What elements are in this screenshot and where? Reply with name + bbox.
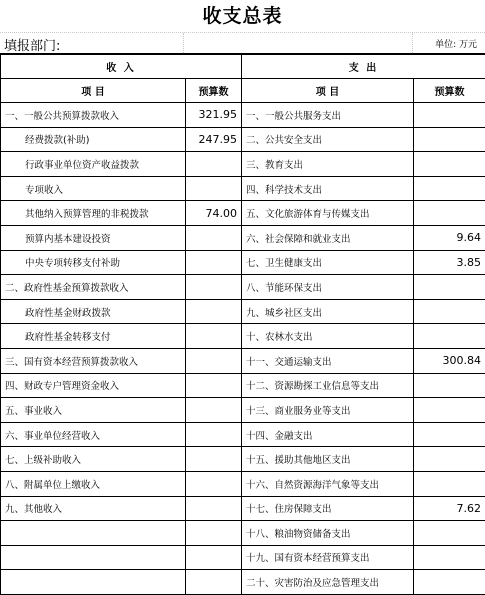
table-row <box>1 521 485 546</box>
table-row <box>1 225 485 250</box>
table-row <box>1 570 485 595</box>
income-budget-cell: 247.95 <box>186 127 242 152</box>
income-budget-cell <box>186 447 242 472</box>
income-budget-cell <box>186 176 242 201</box>
income-item-cell: 七、上级补助收入 <box>1 447 186 472</box>
income-item-cell: 四、财政专户管理资金收入 <box>1 373 186 398</box>
income-item-cell: 二、政府性基金预算拨款收入 <box>1 275 186 300</box>
income-budget-header: 预算数 <box>186 79 242 103</box>
expense-budget-cell <box>414 127 485 152</box>
expense-item-cell: 十二、资源勘探工业信息等支出 <box>242 373 414 398</box>
expense-item-cell: 十三、商业服务业等支出 <box>242 398 414 423</box>
income-item-cell <box>1 545 186 570</box>
income-item-cell: 三、国有资本经营预算拨款收入 <box>1 348 186 373</box>
expense-item-cell: 三、教育支出 <box>242 152 414 177</box>
table-row <box>1 496 485 521</box>
table-row <box>1 324 485 349</box>
sheet-title: 收支总表 <box>0 0 485 32</box>
income-budget-cell <box>186 299 242 324</box>
income-budget-cell <box>186 250 242 275</box>
table-row <box>1 299 485 324</box>
expense-budget-cell: 3.85 <box>414 250 485 275</box>
income-item-header: 项 目 <box>1 79 186 103</box>
income-item-cell: 八、附属单位上缴收入 <box>1 471 186 496</box>
income-item-cell: 九、其他收入 <box>1 496 186 521</box>
income-item-cell <box>1 521 186 546</box>
income-item-cell: 预算内基本建设投资 <box>1 225 186 250</box>
table-row <box>1 127 485 152</box>
expense-item-cell: 十八、粮油物资储备支出 <box>242 521 414 546</box>
expense-budget-cell <box>414 521 485 546</box>
income-item-cell: 专项收入 <box>1 176 186 201</box>
expense-item-cell: 二、公共安全支出 <box>242 127 414 152</box>
expense-budget-cell <box>414 103 485 128</box>
income-budget-cell <box>186 324 242 349</box>
table-row <box>1 103 485 128</box>
expense-item-cell: 六、社会保障和就业支出 <box>242 225 414 250</box>
table-row <box>1 176 485 201</box>
cell-divider <box>183 33 184 53</box>
expense-budget-header: 预算数 <box>414 79 485 103</box>
expense-budget-cell <box>414 299 485 324</box>
income-item-cell: 一、一般公共预算拨款收入 <box>1 103 186 128</box>
expense-item-cell: 十四、金融支出 <box>242 422 414 447</box>
table-row <box>1 275 485 300</box>
table-row <box>1 373 485 398</box>
income-budget-cell <box>186 152 242 177</box>
expense-item-cell: 二十、灾害防治及应急管理支出 <box>242 570 414 595</box>
income-budget-cell <box>186 496 242 521</box>
expense-budget-cell <box>414 422 485 447</box>
table-row <box>1 201 485 226</box>
section-header-row <box>1 55 485 79</box>
income-budget-cell <box>186 398 242 423</box>
income-item-cell: 其他纳入预算管理的非税拨款 <box>1 201 186 226</box>
income-budget-cell <box>186 545 242 570</box>
table-row <box>1 152 485 177</box>
income-budget-cell <box>186 471 242 496</box>
expense-section-header: 支 出 <box>242 55 485 79</box>
income-budget-cell <box>186 570 242 595</box>
budget-table <box>0 54 485 595</box>
income-item-cell: 政府性基金财政拨款 <box>1 299 186 324</box>
income-budget-cell: 74.00 <box>186 201 242 226</box>
table-row <box>1 447 485 472</box>
table-row <box>1 398 485 423</box>
expense-budget-cell <box>414 398 485 423</box>
expense-item-cell: 十一、交通运输支出 <box>242 348 414 373</box>
meta-row <box>0 32 485 54</box>
expense-item-cell: 十五、援助其他地区支出 <box>242 447 414 472</box>
income-budget-cell: 321.95 <box>186 103 242 128</box>
income-item-cell: 中央专项转移支付补助 <box>1 250 186 275</box>
income-budget-cell <box>186 225 242 250</box>
expense-item-cell: 九、城乡社区支出 <box>242 299 414 324</box>
income-budget-cell <box>186 422 242 447</box>
income-budget-cell <box>186 275 242 300</box>
income-item-cell <box>1 570 186 595</box>
expense-budget-cell <box>414 152 485 177</box>
expense-budget-cell: 9.64 <box>414 225 485 250</box>
expense-item-cell: 四、科学技术支出 <box>242 176 414 201</box>
table-row <box>1 545 485 570</box>
expense-budget-cell <box>414 471 485 496</box>
table-row <box>1 471 485 496</box>
income-item-cell: 经费拨款(补助) <box>1 127 186 152</box>
cell-divider <box>412 33 413 53</box>
expense-item-cell: 五、文化旅游体育与传媒支出 <box>242 201 414 226</box>
expense-budget-cell: 300.84 <box>414 348 485 373</box>
income-budget-cell <box>186 521 242 546</box>
expense-budget-cell <box>414 201 485 226</box>
table-row <box>1 250 485 275</box>
expense-item-cell: 七、卫生健康支出 <box>242 250 414 275</box>
expense-item-cell: 一、一般公共服务支出 <box>242 103 414 128</box>
income-section-header: 收 入 <box>1 55 242 79</box>
expense-item-cell: 十九、国有资本经营预算支出 <box>242 545 414 570</box>
table-row <box>1 422 485 447</box>
income-item-cell: 六、事业单位经营收入 <box>1 422 186 447</box>
expense-budget-cell <box>414 447 485 472</box>
income-budget-cell <box>186 348 242 373</box>
income-item-cell: 五、事业收入 <box>1 398 186 423</box>
unit-label: 单位: 万元 <box>435 37 477 50</box>
column-header-row <box>1 79 485 103</box>
budget-table-body <box>1 55 485 595</box>
expense-budget-cell: 7.62 <box>414 496 485 521</box>
income-budget-cell <box>186 373 242 398</box>
expense-item-cell: 八、节能环保支出 <box>242 275 414 300</box>
income-item-cell: 行政事业单位资产收益拨款 <box>1 152 186 177</box>
department-label: 填报部门: <box>4 35 60 54</box>
expense-budget-cell <box>414 373 485 398</box>
table-row <box>1 348 485 373</box>
expense-item-cell: 十、农林水支出 <box>242 324 414 349</box>
expense-item-cell: 十七、住房保障支出 <box>242 496 414 521</box>
expense-item-cell: 十六、自然资源海洋气象等支出 <box>242 471 414 496</box>
expense-item-header: 项 目 <box>242 79 414 103</box>
expense-budget-cell <box>414 176 485 201</box>
expense-budget-cell <box>414 545 485 570</box>
expense-budget-cell <box>414 324 485 349</box>
expense-budget-cell <box>414 275 485 300</box>
expense-budget-cell <box>414 570 485 595</box>
income-item-cell: 政府性基金转移支付 <box>1 324 186 349</box>
